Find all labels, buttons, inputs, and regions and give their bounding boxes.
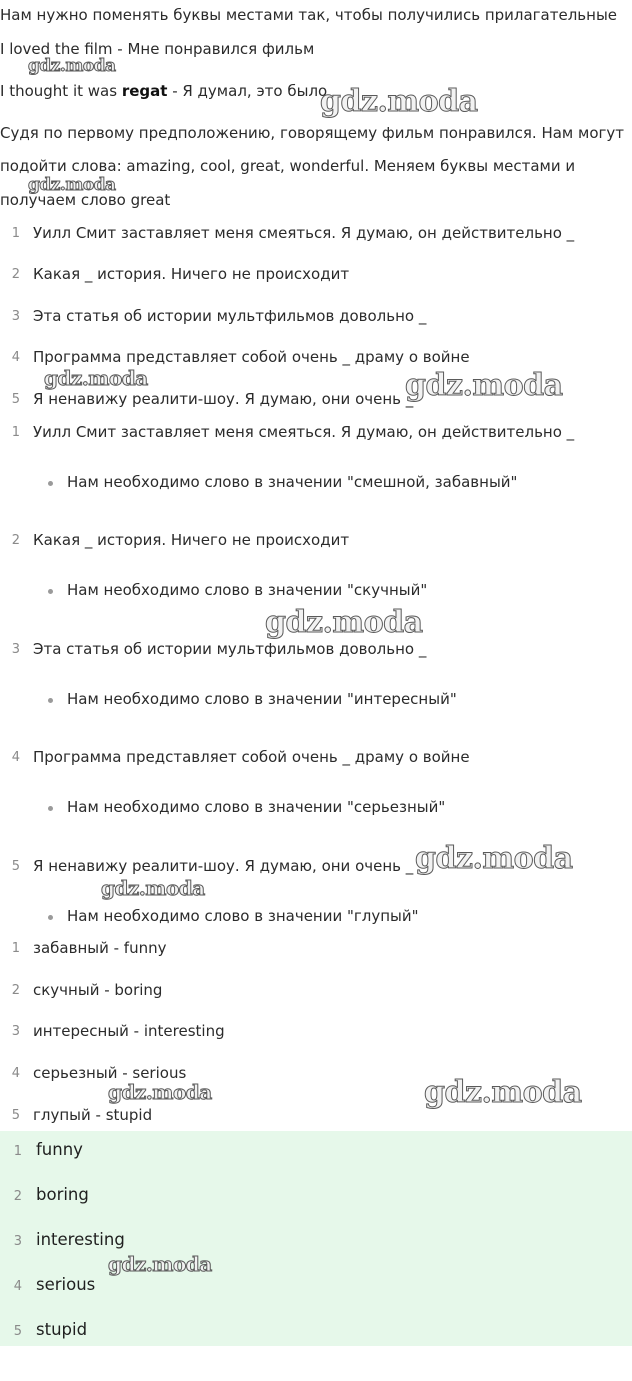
intro-line-3-pre: I thought it was <box>0 82 122 100</box>
list-number: 5 <box>11 859 20 874</box>
explanation-sentence: Эта статья об истории мультфильмов довольно _ <box>33 640 427 658</box>
list-number: 1 <box>11 425 20 440</box>
watermark: gdz.moda <box>265 605 423 640</box>
answer-number: 2 <box>13 1189 22 1204</box>
list-number: 3 <box>11 1024 20 1039</box>
watermark: gdz.moda <box>108 1080 212 1104</box>
list-number: 3 <box>11 309 20 324</box>
list-number: 2 <box>11 533 20 548</box>
answer-item: boring <box>36 1185 89 1204</box>
watermark: gdz.moda <box>28 56 116 76</box>
answer-box <box>0 1131 632 1346</box>
sentence-item: Программа представляет собой очень _ драму о войне <box>33 348 470 366</box>
list-number: 4 <box>11 350 20 365</box>
translation-item: скучный - boring <box>33 981 163 999</box>
answer-number: 1 <box>13 1144 22 1159</box>
explanation-hint: Нам необходимо слово в значении "серьезный" <box>67 798 446 816</box>
list-number: 5 <box>11 1108 20 1123</box>
bullet-dot <box>48 806 53 811</box>
answer-item: interesting <box>36 1230 125 1249</box>
translation-item: интересный - interesting <box>33 1022 225 1040</box>
explanation-sentence: Уилл Смит заставляет меня смеяться. Я думаю, он действительно _ <box>33 423 575 441</box>
scrambled-word: regat <box>121 82 168 100</box>
explanation-sentence: Программа представляет собой очень _ драму о войне <box>33 748 470 766</box>
watermark: gdz.moda <box>424 1075 582 1110</box>
bullet-dot <box>48 915 53 920</box>
explanation-hint: Нам необходимо слово в значении "интересный" <box>67 690 457 708</box>
explanation-hint: Нам необходимо слово в значении "скучный" <box>67 581 428 599</box>
sentence-item: Я ненавижу реалити-шоу. Я думаю, они очень _ <box>33 390 414 408</box>
answer-number: 4 <box>13 1279 22 1294</box>
intro-line-1: Нам нужно поменять буквы местами так, чтобы получились прилагательные <box>0 6 618 24</box>
watermark: gdz.moda <box>415 841 573 876</box>
answer-number: 5 <box>13 1324 22 1339</box>
intro-line-6: получаем слово great <box>0 191 171 209</box>
list-number: 4 <box>11 750 20 765</box>
explanation-sentence: Какая _ история. Ничего не происходит <box>33 531 350 549</box>
list-number: 2 <box>11 983 20 998</box>
list-number: 1 <box>11 941 20 956</box>
answer-number: 3 <box>13 1234 22 1249</box>
answer-item: funny <box>36 1140 83 1159</box>
watermark: gdz.moda <box>28 175 116 195</box>
sentence-item: Какая _ история. Ничего не происходит <box>33 265 350 283</box>
list-number: 1 <box>11 226 20 241</box>
sentence-item: Эта статья об истории мультфильмов довольно _ <box>33 307 427 325</box>
translation-item: серьезный - serious <box>33 1064 187 1082</box>
watermark: gdz.moda <box>44 366 148 390</box>
intro-line-3 <box>0 82 327 100</box>
watermark: gdz.moda <box>101 876 205 900</box>
watermark: gdz.moda <box>108 1252 212 1276</box>
bullet-dot <box>48 481 53 486</box>
list-number: 5 <box>11 392 20 407</box>
translation-item: забавный - funny <box>33 939 167 957</box>
list-number: 3 <box>11 642 20 657</box>
intro-line-4: Судя по первому предположению, говорящему фильм понравился. Нам могут <box>0 124 624 142</box>
list-number: 4 <box>11 1066 20 1081</box>
sentence-item: Уилл Смит заставляет меня смеяться. Я думаю, он действительно _ <box>33 224 575 242</box>
intro-line-3-post: - Я думал, это было <box>167 82 328 100</box>
watermark: gdz.moda <box>320 84 478 119</box>
watermark: gdz.moda <box>405 368 563 403</box>
explanation-hint: Нам необходимо слово в значении "глупый" <box>67 907 419 925</box>
bullet-dot <box>48 589 53 594</box>
answer-item: serious <box>36 1275 96 1294</box>
explanation-hint: Нам необходимо слово в значении "смешной, забавный" <box>67 473 518 491</box>
bullet-dot <box>48 698 53 703</box>
intro-line-5: подойти слова: amazing, cool, great, wonderful. Меняем буквы местами и <box>0 157 576 175</box>
explanation-sentence: Я ненавижу реалити-шоу. Я думаю, они очень _ <box>33 857 414 875</box>
list-number: 2 <box>11 267 20 282</box>
intro-line-2: I loved the film - Мне понравился фильм <box>0 40 315 58</box>
answer-item: stupid <box>36 1320 88 1339</box>
translation-item: глупый - stupid <box>33 1106 153 1124</box>
